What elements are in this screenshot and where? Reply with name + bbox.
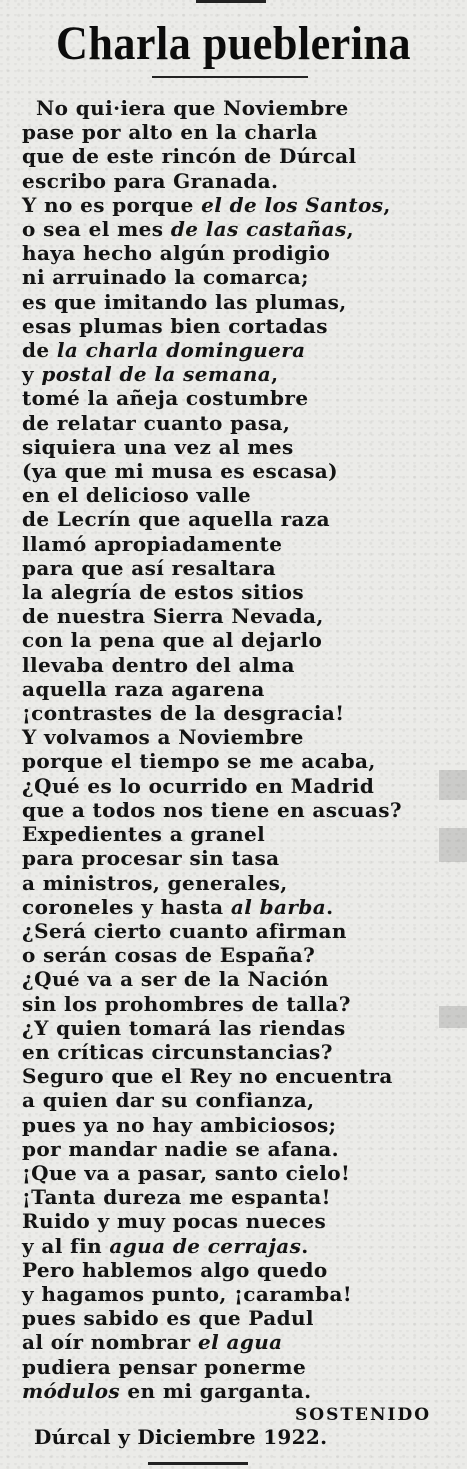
italic-phrase: postal de la semana — [41, 362, 272, 387]
poem-line — [22, 725, 442, 749]
article-title: Charla pueblerina — [55, 17, 412, 70]
text-segment: ¿Qué es lo ocurrido en Madrid — [22, 773, 375, 798]
poem-line — [22, 967, 442, 991]
text-segment: ¿Qué va a ser de la Nación — [22, 967, 329, 992]
poem-line — [22, 604, 442, 628]
text-segment: llevaba dentro del alma — [22, 652, 295, 677]
poem-line — [22, 532, 442, 556]
text-segment: y hagamos punto, ¡caramba! — [22, 1281, 353, 1306]
poem-line — [22, 653, 442, 677]
text-segment: Expedientes a granel — [22, 822, 266, 847]
text-segment: . — [301, 1233, 309, 1258]
poem-line — [22, 677, 442, 701]
text-segment: siquiera una vez al mes — [22, 434, 294, 459]
text-segment: aquella raza agarena — [22, 676, 265, 701]
poem-line — [22, 1064, 442, 1088]
adjacent-column-bleed — [439, 828, 467, 862]
poem-line — [22, 895, 442, 919]
poem-line — [22, 943, 442, 967]
bottom-rule — [148, 1462, 248, 1465]
poem-line — [22, 1088, 442, 1112]
text-segment: , — [346, 217, 354, 242]
text-segment: escribo para Granada. — [22, 168, 279, 193]
poem-line — [22, 120, 442, 144]
text-segment: a ministros, generales, — [22, 870, 288, 895]
poem-line — [22, 1161, 442, 1185]
poem-line — [22, 846, 442, 870]
poem-line — [22, 1379, 442, 1403]
poem-line — [22, 1113, 442, 1137]
text-segment: al oír nombrar — [22, 1330, 198, 1355]
poem-line — [22, 1040, 442, 1064]
italic-phrase: agua de cerrajas — [109, 1233, 302, 1258]
text-segment: esas plumas bien cortadas — [22, 313, 328, 338]
text-segment: , — [271, 362, 279, 387]
poem-line — [22, 1185, 442, 1209]
text-segment: (ya que mi musa es escasa) — [22, 459, 338, 484]
poem-line — [22, 290, 442, 314]
text-segment: por mandar nadie se afana. — [22, 1136, 340, 1161]
poem-line — [22, 217, 442, 241]
text-segment: ¿Será cierto cuanto afirman — [22, 918, 347, 943]
text-segment: coroneles y hasta — [22, 894, 231, 919]
text-segment: de relatar cuanto pasa, — [22, 410, 291, 435]
poem-line — [22, 265, 442, 289]
text-segment: sin los prohombres de talla? — [22, 991, 351, 1016]
text-segment: de nuestra Sierra Nevada, — [22, 604, 324, 629]
text-segment: para procesar sin tasa — [22, 846, 280, 871]
poem-line — [22, 1137, 442, 1161]
text-segment: de — [22, 338, 57, 363]
text-segment: porque el tiempo se me acaba, — [22, 749, 376, 774]
text-segment: la alegría de estos sitios — [22, 580, 304, 605]
text-segment: y — [22, 362, 42, 387]
text-segment: ni arruinado la comarca; — [22, 265, 309, 290]
poem-line — [22, 1306, 442, 1330]
text-segment: Ruido y muy pocas nueces — [22, 1209, 327, 1234]
poem-line — [22, 992, 442, 1016]
poem-line — [22, 871, 442, 895]
text-segment: pues sabido es que Padul — [22, 1306, 314, 1331]
poem-line — [22, 822, 442, 846]
text-segment: ¡Tanta dureza me espanta! — [22, 1185, 331, 1210]
poem-line — [22, 1209, 442, 1233]
poem-line — [22, 580, 442, 604]
text-segment: Y volvamos a Noviembre — [22, 725, 304, 750]
text-segment: de Lecrín que aquella raza — [22, 507, 331, 532]
poem-line — [22, 193, 442, 217]
place-date: Dúrcal y Diciembre 1922. — [34, 1425, 328, 1449]
adjacent-column-bleed — [439, 1006, 467, 1028]
text-segment: con la pena que al dejarlo — [22, 628, 323, 653]
poem-line — [22, 362, 442, 386]
poem-line — [22, 483, 442, 507]
italic-phrase: módulos — [22, 1378, 121, 1403]
poem-line — [22, 628, 442, 652]
poem-line — [22, 169, 442, 193]
text-segment: que a todos nos tiene en ascuas? — [22, 797, 403, 822]
text-segment: tomé la añeja costumbre — [22, 386, 309, 411]
text-segment: ¿Y quien tomará las riendas — [22, 1015, 346, 1040]
text-segment: o serán cosas de España? — [22, 943, 316, 968]
text-segment: pudiera pensar ponerme — [22, 1354, 307, 1379]
poem-line — [22, 798, 442, 822]
poem-line — [22, 556, 442, 580]
poem-line — [22, 1016, 442, 1040]
poem-line — [22, 1258, 442, 1282]
text-segment: y al fin — [22, 1233, 110, 1258]
poem-line — [22, 241, 442, 265]
text-segment: Pero hablemos algo quedo — [22, 1257, 328, 1282]
poem-line — [22, 144, 442, 168]
text-segment: pase por alto en la charla — [22, 120, 318, 145]
poem-line — [22, 314, 442, 338]
poem-line — [22, 507, 442, 531]
title-rule — [152, 76, 308, 78]
text-segment: pues ya no hay ambiciosos; — [22, 1112, 337, 1137]
poem-line — [22, 1355, 442, 1379]
poem-line — [22, 411, 442, 435]
poem-line — [22, 435, 442, 459]
text-segment: ¡Que va a pasar, santo cielo! — [22, 1160, 351, 1185]
text-segment: . — [326, 894, 334, 919]
poem-line — [22, 749, 442, 773]
poem-line — [22, 96, 442, 120]
author-signature: SOSTENIDO — [294, 1405, 431, 1425]
text-segment: , — [383, 192, 391, 217]
poem-line — [22, 386, 442, 410]
poem-line — [22, 1282, 442, 1306]
text-segment: es que imitando las plumas, — [22, 289, 347, 314]
italic-phrase: el de los Santos — [201, 192, 384, 217]
italic-phrase: al barba — [230, 894, 327, 919]
italic-phrase: la charla dominguera — [56, 338, 306, 363]
text-segment: que de este rincón de Dúrcal — [22, 144, 357, 169]
text-segment: Y no es porque — [22, 192, 202, 217]
poem-line — [22, 338, 442, 362]
text-segment: Seguro que el Rey no encuentra — [22, 1064, 393, 1089]
poem-line — [22, 1330, 442, 1354]
poem-line — [22, 459, 442, 483]
text-segment: en mi garganta. — [120, 1378, 312, 1403]
adjacent-column-bleed — [439, 770, 467, 800]
text-segment: en el delicioso valle — [22, 483, 251, 508]
poem-line — [22, 774, 442, 798]
text-segment: haya hecho algún prodigio — [22, 241, 331, 266]
text-segment: o sea el mes — [22, 217, 171, 242]
text-segment: para que así resaltara — [22, 555, 276, 580]
text-segment: ¡contrastes de la desgracia! — [22, 701, 345, 726]
poem-line — [22, 701, 442, 725]
top-rule — [196, 0, 266, 3]
poem-line — [22, 1234, 442, 1258]
italic-phrase: de las castañas — [170, 217, 347, 242]
text-segment: No qui·iera que Noviembre — [36, 96, 349, 120]
text-segment: llamó apropiadamente — [22, 531, 283, 556]
text-segment: a quien dar su confianza, — [22, 1088, 315, 1113]
text-segment: en críticas circunstancias? — [22, 1039, 333, 1064]
poem-line — [22, 919, 442, 943]
italic-phrase: el agua — [197, 1330, 283, 1355]
poem-body — [22, 96, 442, 1403]
